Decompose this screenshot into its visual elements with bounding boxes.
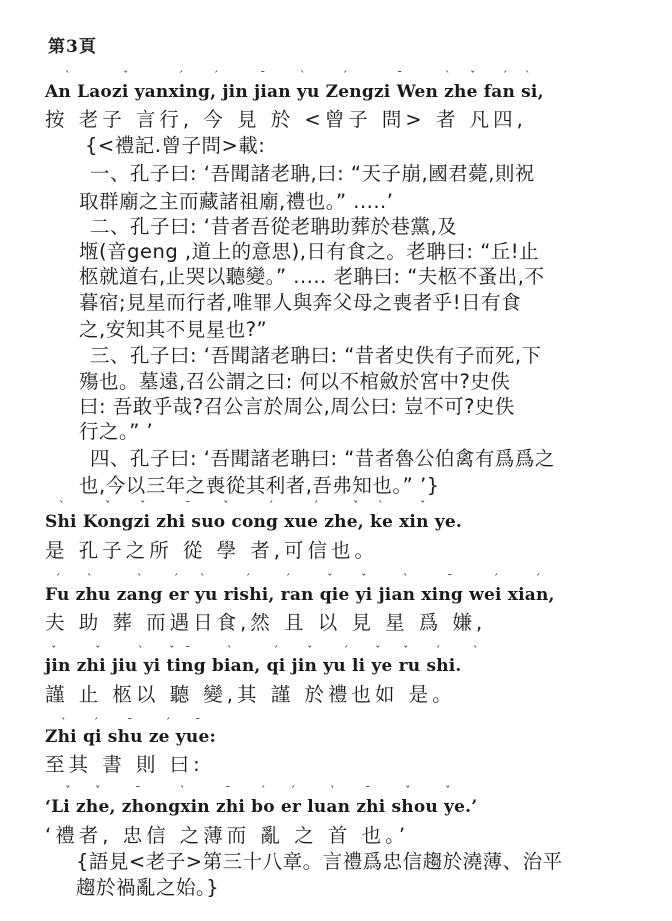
quote-line: 柩就道右,止哭以聽變。” ..... 老聃曰: “夫柩不蚤出,不 bbox=[79, 265, 545, 288]
tone-mark: ˉ bbox=[127, 716, 133, 729]
tone-mark: ˋ bbox=[180, 784, 186, 797]
tone-mark: ˇ bbox=[361, 572, 367, 585]
tone-mark: ˇ bbox=[65, 784, 71, 797]
tone-mark: ˇ bbox=[105, 499, 111, 512]
tone-mark: ˋ bbox=[61, 716, 67, 729]
tone-mark: ˉ bbox=[260, 69, 266, 82]
pinyin-line: ‘Li zhe, zhongxin zhi bo er luan zhi shou ye.’ bbox=[45, 797, 478, 817]
tone-mark: ˊ bbox=[343, 644, 349, 657]
tone-mark: ˋ bbox=[378, 499, 384, 512]
tone-mark: ˇ bbox=[445, 784, 451, 797]
tone-mark: ˉ bbox=[135, 784, 141, 797]
pinyin-line: jin zhi jiu yi ting bian, qi jin yu li ye ru shi. bbox=[45, 656, 462, 676]
pinyin-line: Shi Kongzi zhi suo cong xue zhe, ke xin ye. bbox=[45, 512, 462, 532]
tone-mark: ˇ bbox=[123, 69, 129, 82]
tone-mark: ˇ bbox=[307, 644, 313, 657]
tone-mark: ˋ bbox=[65, 69, 71, 82]
hanzi-line: 謹 止 柩以 聽 變,其 謹 於禮也如 是。 bbox=[45, 683, 456, 706]
quote-line: 殤也。墓遠,召公謂之曰: 何以不棺斂於宮中?史佚 bbox=[79, 370, 511, 393]
tone-mark: ˊ bbox=[342, 69, 348, 82]
pinyin-line: Fu zhu zang er yu rishi, ran qie yi jian xing wei xian, bbox=[45, 585, 555, 605]
hanzi-line: 夫 助 葬 而遇日食,然 且 以 見 星 爲 嫌, bbox=[45, 611, 487, 634]
tone-mark: ˉ bbox=[185, 499, 191, 512]
tone-mark: ˊ bbox=[535, 572, 541, 585]
tone-mark: ˊ bbox=[55, 572, 61, 585]
tone-mark: ˉ bbox=[365, 784, 371, 797]
tone-mark: ˇ bbox=[353, 499, 359, 512]
quote-line: 曰: 吾敢乎哉?召公言於周公,周公曰: 豈不可?史佚 bbox=[79, 395, 515, 418]
quote-line: 取群廟之主而藏諸祖廟,禮也。” .....’ bbox=[79, 190, 394, 213]
tone-mark: ˉ bbox=[195, 716, 201, 729]
tone-mark: ˊ bbox=[502, 69, 508, 82]
tone-mark: ˋ bbox=[200, 572, 206, 585]
tone-mark: ˋ bbox=[138, 644, 144, 657]
quote-line: 暮宿;見星而行者,唯罪人與奔父母之喪者乎!日有食 bbox=[79, 291, 522, 314]
tone-mark: ˊ bbox=[290, 784, 296, 797]
tone-mark: ˊ bbox=[313, 499, 319, 512]
tone-mark: ˋ bbox=[300, 69, 306, 82]
tone-mark: ˋ bbox=[59, 499, 65, 512]
note-line: {語見<老子>第三十八章。言禮爲忠信趨於澆薄、治平 bbox=[76, 850, 563, 873]
tone-mark: ˊ bbox=[435, 644, 441, 657]
tone-mark: ˇ bbox=[420, 499, 426, 512]
quote-line: 堩(音geng ,道上的意思),日有食之。老聃曰: “丘!止 bbox=[79, 240, 540, 263]
tone-mark: ˉ bbox=[397, 69, 403, 82]
tone-mark: ˉ bbox=[185, 644, 191, 657]
note-line: 趨於禍亂之始。} bbox=[76, 876, 220, 899]
hanzi-line: ‘禮者, 忠信 之薄而 亂 之 首 也。’ bbox=[45, 824, 410, 847]
tone-mark: ˇ bbox=[403, 644, 409, 657]
tone-mark: ˋ bbox=[525, 69, 531, 82]
page-number: 第3頁 bbox=[48, 37, 97, 57]
tone-mark: ˇ bbox=[140, 499, 146, 512]
tone-mark: ˊ bbox=[268, 499, 274, 512]
tone-mark: ˇ bbox=[95, 644, 101, 657]
tone-mark: ˊ bbox=[178, 69, 184, 82]
tone-mark: ˊ bbox=[93, 716, 99, 729]
quote-line: 之,安知其不見星也?” bbox=[79, 318, 268, 341]
tone-mark: ˋ bbox=[227, 644, 233, 657]
tone-mark: ˋ bbox=[330, 784, 336, 797]
tone-mark: ˇ bbox=[405, 784, 411, 797]
quote-line: 三、孔子曰: ‘吾聞諸老聃曰: “昔者史佚有子而死,下 bbox=[90, 344, 542, 367]
note-open: {<禮記.曾子問>載: bbox=[85, 134, 266, 157]
tone-mark: ˉ bbox=[225, 784, 231, 797]
quote-line: 也,今以三年之喪從其利者,吾弗知也。” ’} bbox=[79, 474, 440, 497]
quote-line: 一、孔子曰: ‘吾聞諸老聃,曰: “天子崩,國君薨,則祝 bbox=[90, 162, 535, 185]
tone-mark: ˊ bbox=[260, 784, 266, 797]
tone-mark: ˇ bbox=[51, 644, 57, 657]
quote-line: 行之。” ’ bbox=[79, 420, 154, 443]
hanzi-line: 按 老子 言行, 今 見 於 <曾子 問> 者 凡四, bbox=[45, 108, 527, 131]
tone-mark: ˉ bbox=[447, 572, 453, 585]
tone-mark: ˇ bbox=[95, 784, 101, 797]
tone-mark: ˊ bbox=[285, 572, 291, 585]
tone-mark: ˋ bbox=[137, 572, 143, 585]
hanzi-line: 至其 書 則 曰: bbox=[45, 753, 204, 776]
quote-line: 四、孔子曰: ‘吾聞諸老聃曰: “昔者魯公伯禽有爲爲之 bbox=[90, 447, 555, 470]
quote-line: 二、孔子曰: ‘昔者吾從老聃助葬於巷黨,及 bbox=[90, 215, 458, 238]
tone-mark: ˊ bbox=[173, 572, 179, 585]
tone-mark: ˇ bbox=[375, 644, 381, 657]
tone-mark: ˊ bbox=[273, 644, 279, 657]
tone-mark: ˇ bbox=[327, 572, 333, 585]
tone-mark: ˋ bbox=[87, 572, 93, 585]
tone-mark: ˊ bbox=[213, 69, 219, 82]
pinyin-line: An Laozi yanxing, jin jian yu Zengzi Wen zhe fan si, bbox=[45, 82, 544, 102]
tone-mark: ˋ bbox=[445, 69, 451, 82]
tone-mark: ˊ bbox=[245, 572, 251, 585]
tone-mark: ˋ bbox=[403, 572, 409, 585]
tone-mark: ˊ bbox=[493, 572, 499, 585]
tone-mark: ˇ bbox=[470, 69, 476, 82]
hanzi-line: 是 孔子之所 從 學 者,可信也。 bbox=[45, 539, 378, 562]
tone-mark: ˇ bbox=[169, 644, 175, 657]
tone-mark: ˊ bbox=[165, 716, 171, 729]
tone-mark: ˇ bbox=[223, 499, 229, 512]
pinyin-line: Zhi qi shu ze yue: bbox=[45, 727, 216, 747]
tone-mark: ˋ bbox=[473, 644, 479, 657]
